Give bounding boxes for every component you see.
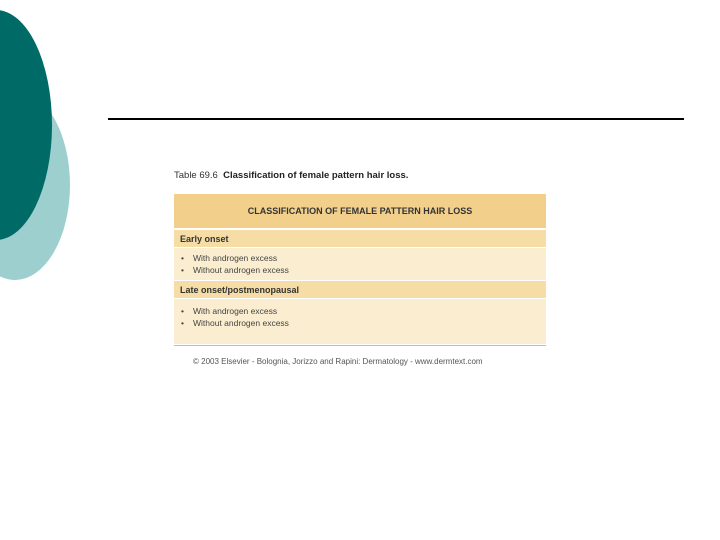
caption-label: Table 69.6 xyxy=(174,170,218,181)
list-item-text: Without androgen excess xyxy=(193,265,289,275)
bullet-icon: • xyxy=(181,253,184,263)
table-caption xyxy=(174,170,408,181)
section-body-late-onset xyxy=(174,299,546,345)
list-item-text: With androgen excess xyxy=(193,306,278,316)
list-item xyxy=(181,252,546,264)
list-item-text: With androgen excess xyxy=(193,253,278,263)
copyright-notice: © 2003 Elsevier - Bolognia, Jorizzo and Rapini: Dermatology - www.dermtext.com xyxy=(193,357,483,366)
section-title-late-onset: Late onset/postmenopausal xyxy=(174,281,546,299)
bullet-icon: • xyxy=(181,318,184,328)
classification-table xyxy=(174,194,546,346)
table-header: CLASSIFICATION OF FEMALE PATTERN HAIR LOSS xyxy=(174,194,546,230)
section-title-early-onset: Early onset xyxy=(174,230,546,248)
bullet-icon: • xyxy=(181,265,184,275)
bullet-icon: • xyxy=(181,306,184,316)
caption-title: Classification of female pattern hair loss. xyxy=(223,170,409,181)
list-item xyxy=(181,317,546,329)
list-item-text: Without androgen excess xyxy=(193,318,289,328)
title-divider xyxy=(108,118,684,120)
section-body-early-onset xyxy=(174,248,546,281)
list-item xyxy=(181,305,546,317)
list-item xyxy=(181,264,546,276)
